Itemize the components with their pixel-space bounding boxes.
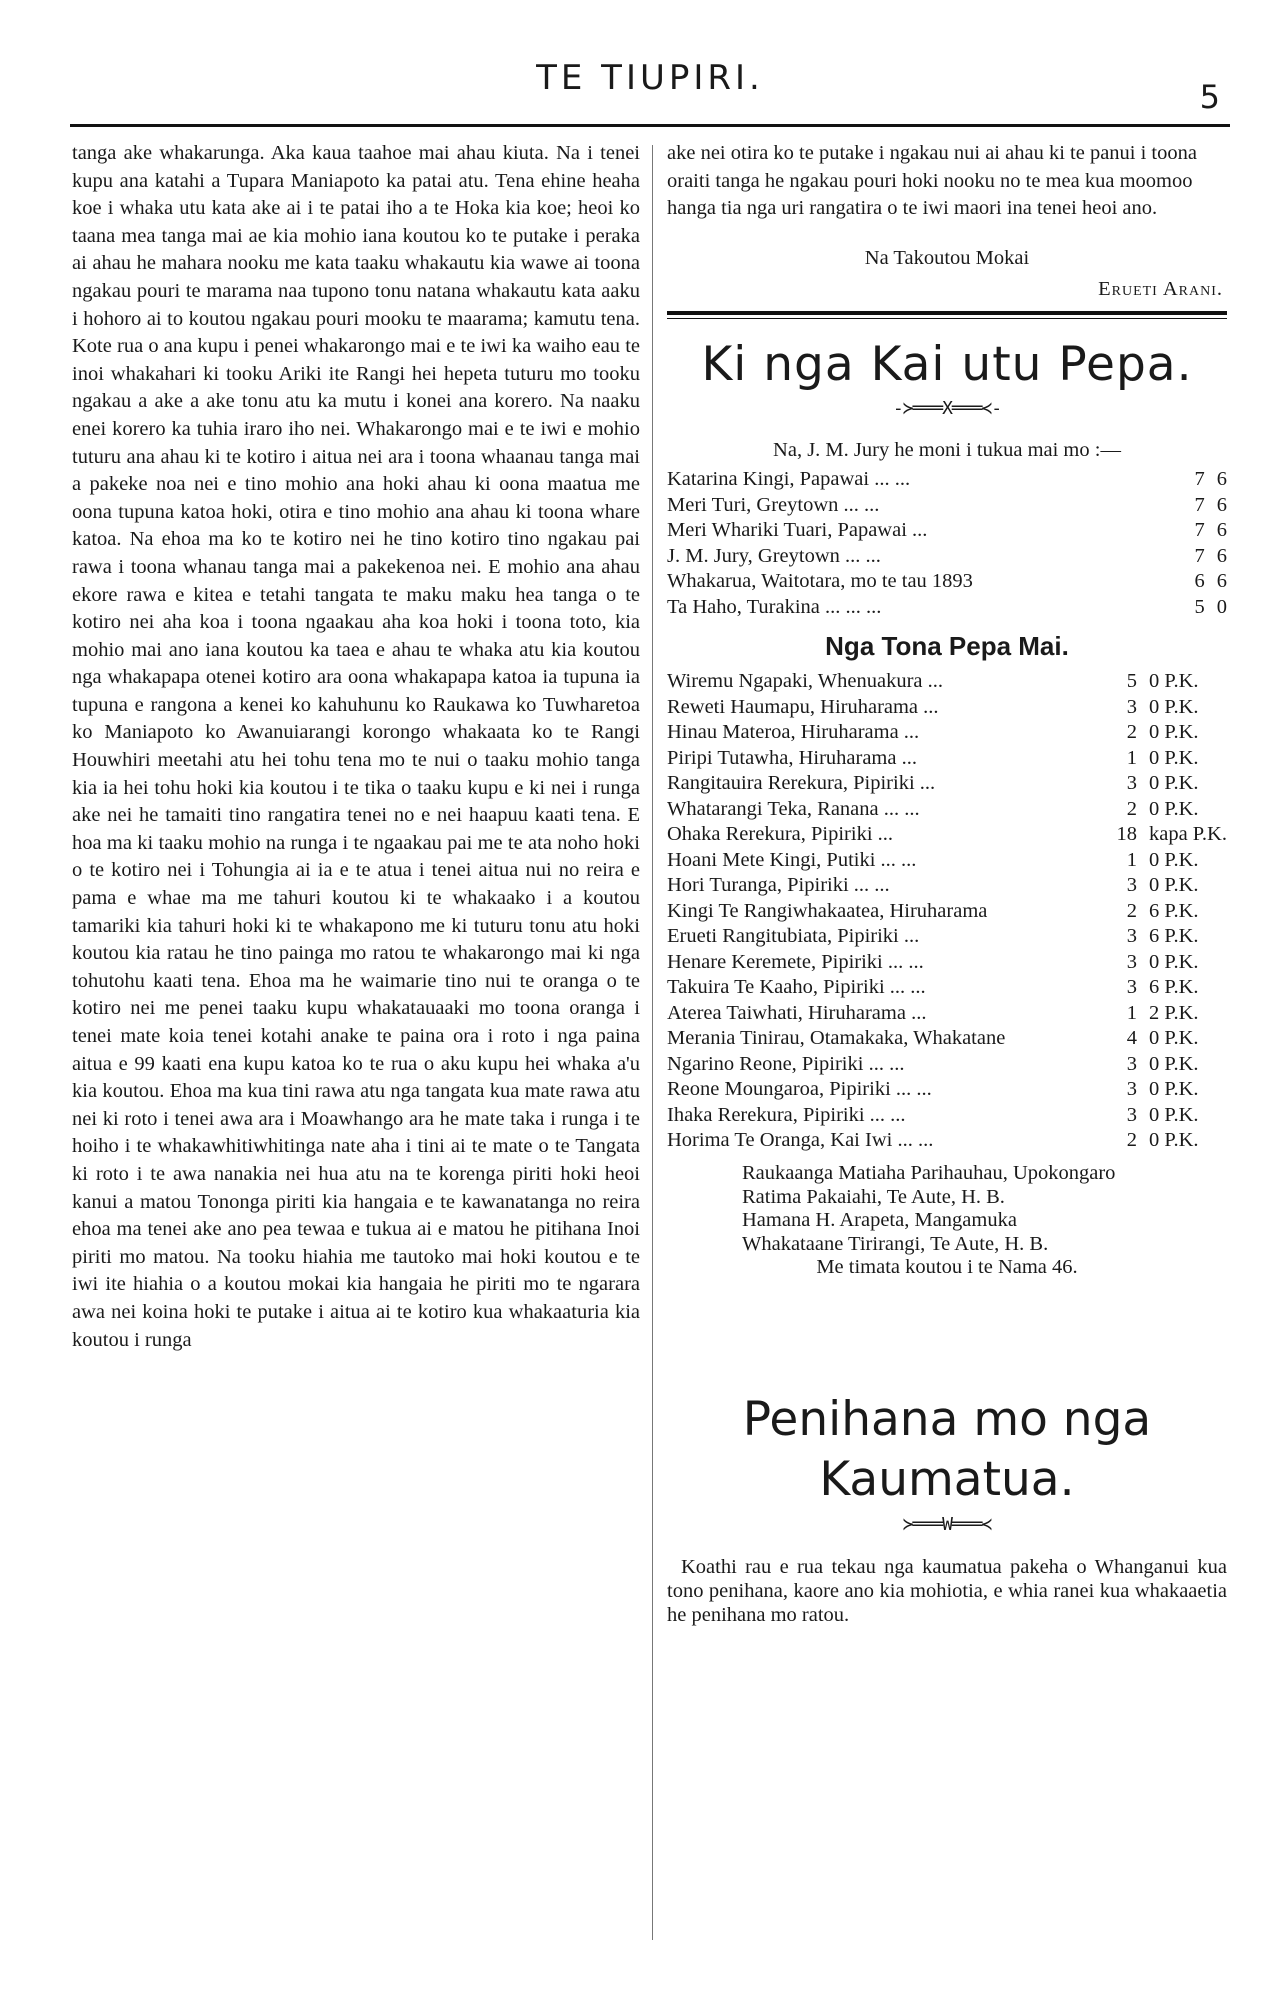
- copies: 3: [1126, 1052, 1137, 1075]
- copies: 2: [1126, 899, 1137, 922]
- shillings: 5: [1194, 595, 1205, 618]
- pension-ornament: ≻═══W═══≺: [902, 1513, 992, 1535]
- section-rule: [667, 311, 1227, 315]
- amount-pk: 0 P.K.: [1148, 950, 1199, 973]
- copies: 3: [1126, 874, 1137, 897]
- copies: 2: [1126, 721, 1137, 744]
- dot-leader: ...: [877, 823, 894, 846]
- table-row: [667, 719, 1227, 745]
- payer-name: Katarina Kingi, Papawai: [667, 468, 870, 491]
- table-row: [667, 668, 1227, 694]
- payer-name: J. M. Jury, Greytown: [667, 544, 840, 567]
- dot-leader: ... ...: [869, 1103, 906, 1126]
- dot-leader: ...: [903, 925, 920, 948]
- payments-table: [667, 466, 1227, 619]
- subscribers-heading: Nga Tona Pepa Mai.: [825, 630, 1069, 661]
- amount-pk: 0 P.K.: [1148, 746, 1199, 769]
- agent-line: Hamana H. Arapeta, Mangamuka: [742, 1209, 1017, 1232]
- payer-name: Meri Whariki Tuari, Papawai: [667, 519, 907, 542]
- dot-leader: ... ...: [889, 976, 926, 999]
- copies: 4: [1126, 1027, 1137, 1050]
- subscriber-name: Erueti Rangitubiata, Pipiriki: [667, 925, 899, 948]
- agent-line: Ratima Pakaiahi, Te Aute, H. B.: [742, 1185, 1005, 1208]
- right-column: [667, 140, 1227, 1647]
- table-row: [667, 897, 1227, 923]
- payments-heading: Ki nga Kai utu Pepa.: [701, 336, 1193, 392]
- agents-list: [742, 1162, 1227, 1280]
- dot-leader: ... ...: [843, 493, 880, 516]
- amount-pk: 0 P.K.: [1148, 848, 1199, 871]
- subscriber-name: Ihaka Rerekura, Pipiriki: [667, 1103, 865, 1126]
- table-row: [667, 795, 1227, 821]
- subscriber-name: Horima Te Oranga, Kai Iwi: [667, 1129, 893, 1152]
- table-row: [667, 568, 1227, 594]
- subscriber-name: Henare Keremete, Pipiriki: [667, 950, 883, 973]
- table-row: [667, 999, 1227, 1025]
- payer-name: Meri Turi, Greytown: [667, 493, 839, 516]
- pence: 6: [1216, 544, 1227, 567]
- newspaper-title: TE TIUPIRI.: [536, 58, 764, 98]
- payer-name: Ta Haho, Turakina: [667, 595, 820, 618]
- copies: 3: [1126, 1078, 1137, 1101]
- amount-pk: 0 P.K.: [1148, 1103, 1199, 1126]
- pension-body: Koathi rau e rua tekau nga kaumatua pakeha o Whanganui kua tono penihana, kaore ano kia mohiotia, e whia ranei kua whakaaetia he penihana mo ratou.: [667, 1555, 1227, 1626]
- shillings: 7: [1194, 493, 1205, 516]
- table-row: [667, 872, 1227, 898]
- letter-ending: ake nei otira ko te putake i ngakau nui ai ahau ki te panui i toona oraiti tanga he ngakau pouri hoki nooku no te mea kua moomoo hanga tia nga uri rangatira o te iwi maori ina tenei heoi ano.: [667, 142, 1197, 220]
- subscribers-table: [667, 668, 1227, 1153]
- header-rule: [70, 124, 1230, 127]
- agents-note: Me timata koutou i te Nama 46.: [816, 1256, 1078, 1279]
- column-divider: [652, 145, 653, 1940]
- subscriber-name: Ohaka Rerekura, Pipiriki: [667, 823, 873, 846]
- copies: 3: [1126, 950, 1137, 973]
- dot-leader: ... ...: [895, 1078, 932, 1101]
- table-row: [667, 974, 1227, 1000]
- copies: 3: [1126, 976, 1137, 999]
- copies: 3: [1126, 1103, 1137, 1126]
- table-row: [667, 846, 1227, 872]
- amount-pk: 2 P.K.: [1148, 1001, 1199, 1024]
- pension-heading-line2: Kaumatua.: [819, 1451, 1075, 1507]
- amount-pk: 0 P.K.: [1148, 1052, 1199, 1075]
- table-row: [667, 1127, 1227, 1153]
- subscriber-name: Hinau Materoa, Hiruharama: [667, 721, 899, 744]
- subscriber-name: Ngarino Reone, Pipiriki: [667, 1052, 864, 1075]
- pence: 6: [1216, 493, 1227, 516]
- table-row: [667, 593, 1227, 619]
- dot-leader: ... ...: [887, 950, 924, 973]
- subscriber-name: Hoani Mete Kingi, Putiki: [667, 848, 876, 871]
- payments-intro: Na, J. M. Jury he moni i tukua mai mo :—: [773, 438, 1121, 461]
- page-number: 5: [1199, 78, 1220, 116]
- copies: 3: [1126, 695, 1137, 718]
- table-row: [667, 693, 1227, 719]
- page-header: [70, 40, 1230, 130]
- table-row: [667, 517, 1227, 543]
- amount-pk: kapa P.K.: [1148, 823, 1227, 846]
- table-row: [667, 923, 1227, 949]
- table-row: [667, 542, 1227, 568]
- copies: 18: [1116, 823, 1137, 846]
- dot-leader: ... ...: [880, 848, 917, 871]
- table-row: [667, 1050, 1227, 1076]
- letter-signature: Erueti Arani.: [1098, 277, 1223, 300]
- amount-pk: 0 P.K.: [1148, 797, 1199, 820]
- amount-pk: 6 P.K.: [1148, 899, 1199, 922]
- copies: 5: [1126, 670, 1137, 693]
- subscriber-name: Reone Moungaroa, Pipiriki: [667, 1078, 891, 1101]
- dot-leader: ... ...: [853, 874, 890, 897]
- payments-ornament: -≻═══X═══≺-: [892, 397, 1002, 419]
- subscriber-name: Rangitauira Rerekura, Pipiriki: [667, 772, 915, 795]
- letter-body: tanga ake whakarunga. Aka kaua taahoe mai ahau kiuta. Na i tenei kupu ana katahi a Tupara Maniapoto ka patai atu. Tena ehine heaha koe i whaka utu kata ake ai i te patai iho a te Hoka kia koe; heoi ko taana mea tanga mai ae kia mohio iana koutou ko te putake i peraka ai ahau he mahara nooku me kata taaku whakautu kia wawe ai toona ngakau pouri te marama naa tupono tonu natana whakautu kata aaku i hohoro ai to koutou ngakau pouri mooku te maarama; kamutu tena. Kote rua o ana kupu i penei whakarongo mai e te iwi ka waiho eau te inoi whakahari ki tooku Ariki ite Rangi hei hepeta tuturu mo tooku ngakau a ake a ake tonu atu ka mutu i konei ana korero. Na naaku enei korero ka tuhia iraro iho nei. Whakarongo mai e te iwi e mohio tuturu ana ahau ki te kotiro i aitua nei ara i toona whaanau tanga mai a pakeke noa nei e tino mohio ana hoki ahau ki oona maatua me oona tupuna katoa hoki, otira e tino mohio ana ahau ki toona whare katoa. Na ehoa ma ko te kotiro nei he tino kotiro tino ngakau pai rawa i toona whanau tanga mai a pakekenoa nei. E mohio ana ahau ekore rawa e kitea e tetahi tangata te maku maku hea tanga o te kotiro nei aha koa i toona ngaakau aha koa hoki i toona toto, kia mohio mai ano iana koutou ka taea e ahau te whaka atu kia koutou nga whakapapa otenei kotiro ara oona whakapapa katoa ia tupuna ia tupuna e rangona a kenei ko kahuhunu ko Raukawa ko Tuwharetoa ko Maniapoto ko Awanuiarangi korongo whakaata ko te Rangi Houwhiri meetahi atu hei tohu tena mo te nui o taaku mohio tanga kia ia hei tohu hoki kia koutou i te tika o taaku kupu e ki nei i runga ake nei he tamaiti tino rangatira tenei no e nei haapuu kaati tena. E hoa ma ki taaku mohio na runga i te ngaakau pai me te ata noho hoki o te kotiro nei i Tohungia ai ia e te atua i tenei aitua nui no reira e pama e whae ma me tahuri koutou ki te whakaako i a koutou tamariki kia tahuri hoki ki te whakapono me ki tuturu tonu atu hoki koutou kia ratau he tino painga mo ratou te whakarongo mai ki nga tohutohu kaati tena. Ehoa ma he waimarie tino nui te oranga o te kotiro nei me penei taaku kupu whakatauaaki mo toona oranga i tenei mate koia tenei kotahi anake te paina ora i roto i nga paina aitua e 99 kaati ena kupu katoa ko te rua o aku kupu hei whaka a'u kia koutou. Ehoa ma kua tini rawa atu nga tangata kua mate rawa atu nei ki roto i tenei awa ara i Moawhango ara he mate taka i runga i te hoiho i te whakawhitiwhitinga nate aha i tini ai te mate o te Tangata ki roto i te awa nanakia nei hua atu na te korenga piriti hoki heoi kanui a matou Tononga piriti kia hangaia e te kawanatanga no reira ehoa ma tenei ake ano pea tewaa e tukua ai e matou he pitihana Inoi piriti mo matou. Na tooku hiahia me tautoko mai hoki koutou e te iwi ite hiahia o a koutou mokai kia hangaia he piriti mo te ngarara awa nei koina hoki te putake i aitua ai te kotiro kua whakaaturia kia koutou i runga: [72, 142, 640, 1351]
- copies: 3: [1126, 925, 1137, 948]
- copies: 1: [1126, 1001, 1137, 1024]
- agent-line: Whakataane Tirirangi, Te Aute, H. B.: [742, 1232, 1049, 1255]
- amount-pk: 0 P.K.: [1148, 1078, 1199, 1101]
- copies: 2: [1126, 797, 1137, 820]
- shillings: 7: [1194, 468, 1205, 491]
- section-rule-thin: [667, 318, 1227, 319]
- copies: 2: [1126, 1129, 1137, 1152]
- table-row: [667, 466, 1227, 492]
- dot-leader: ... ... ...: [825, 595, 882, 618]
- subscriber-name: Whatarangi Teka, Ranana: [667, 797, 879, 820]
- amount-pk: 0 P.K.: [1148, 670, 1199, 693]
- pence: 0: [1216, 595, 1227, 618]
- pence: 6: [1216, 468, 1227, 491]
- copies: 3: [1126, 772, 1137, 795]
- subscriber-name: Kingi Te Rangiwhakaatea, Hiruharama: [667, 899, 988, 922]
- shillings: 7: [1194, 544, 1205, 567]
- table-row: [667, 744, 1227, 770]
- agent-line: Raukaanga Matiaha Parihauhau, Upokongaro: [742, 1162, 1116, 1185]
- dot-leader: ... ...: [874, 468, 911, 491]
- shillings: 7: [1194, 519, 1205, 542]
- table-row: [667, 821, 1227, 847]
- dot-leader: ...: [912, 519, 928, 542]
- table-row: [667, 1101, 1227, 1127]
- dot-leader: ...: [923, 695, 939, 718]
- subscriber-name: Wiremu Ngapaki, Whenuakura: [667, 670, 923, 693]
- dot-leader: ... ...: [868, 1052, 905, 1075]
- copies: 1: [1126, 848, 1137, 871]
- copies: 1: [1126, 746, 1137, 769]
- amount-pk: 6 P.K.: [1148, 976, 1199, 999]
- left-column: [72, 140, 640, 1354]
- subscriber-name: Piripi Tutawha, Hiruharama: [667, 746, 897, 769]
- table-row: [667, 1025, 1227, 1051]
- amount-pk: 0 P.K.: [1148, 772, 1199, 795]
- table-row: [667, 948, 1227, 974]
- dot-leader: ... ...: [897, 1129, 934, 1152]
- dot-leader: ...: [901, 746, 917, 769]
- dot-leader: ...: [903, 721, 920, 744]
- subscriber-name: Reweti Haumapu, Hiruharama: [667, 695, 919, 718]
- table-row: [667, 491, 1227, 517]
- dot-leader: ...: [919, 772, 936, 795]
- dot-leader: ...: [911, 1001, 927, 1024]
- table-row: [667, 1076, 1227, 1102]
- amount-pk: 0 P.K.: [1148, 1027, 1199, 1050]
- payer-name: Whakarua, Waitotara, mo te tau 1893: [667, 570, 973, 593]
- dot-leader: ... ...: [845, 544, 881, 567]
- table-row: [667, 770, 1227, 796]
- dot-leader: ...: [927, 670, 944, 693]
- amount-pk: 0 P.K.: [1148, 695, 1199, 718]
- amount-pk: 0 P.K.: [1148, 721, 1199, 744]
- amount-pk: 6 P.K.: [1148, 925, 1199, 948]
- amount-pk: 0 P.K.: [1148, 874, 1199, 897]
- pence: 6: [1216, 570, 1227, 593]
- pension-heading-line1: Penihana mo nga: [742, 1391, 1152, 1447]
- letter-signoff: Na Takoutou Mokai: [864, 246, 1030, 269]
- amount-pk: 0 P.K.: [1148, 1129, 1199, 1152]
- subscriber-name: Hori Turanga, Pipiriki: [667, 874, 849, 897]
- dot-leader: ... ...: [883, 797, 920, 820]
- subscriber-name: Aterea Taiwhati, Hiruharama: [667, 1001, 906, 1024]
- pence: 6: [1216, 519, 1227, 542]
- subscriber-name: Merania Tinirau, Otamakaka, Whakatane: [667, 1027, 1006, 1050]
- subscriber-name: Takuira Te Kaaho, Pipiriki: [667, 976, 885, 999]
- shillings: 6: [1194, 570, 1205, 593]
- pension-heading: [667, 1390, 1227, 1510]
